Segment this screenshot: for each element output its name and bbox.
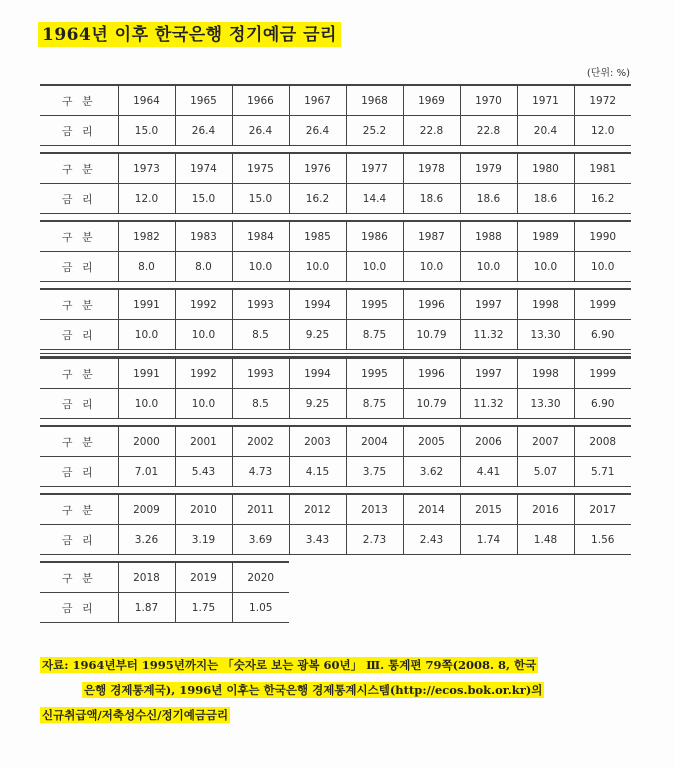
rate-cell: 15.0 — [175, 184, 232, 214]
rate-cell: 4.41 — [460, 457, 517, 487]
year-cell: 1989 — [517, 221, 574, 252]
table-block-grid — [40, 84, 631, 146]
year-cell: 2009 — [118, 494, 175, 525]
rate-cell: 2.73 — [346, 525, 403, 555]
rate-cell: 10.0 — [460, 252, 517, 282]
table-block-grid — [40, 288, 631, 350]
year-cell: 1975 — [232, 153, 289, 184]
rate-cell: 11.32 — [460, 389, 517, 419]
rate-cell: 16.2 — [289, 184, 346, 214]
year-cell: 2016 — [517, 494, 574, 525]
year-row — [40, 289, 631, 320]
year-row — [40, 562, 289, 593]
rate-cell: 10.0 — [346, 252, 403, 282]
rate-cell: 22.8 — [460, 116, 517, 146]
table-block-grid — [40, 152, 631, 214]
year-cell: 1986 — [346, 221, 403, 252]
year-cell: 1980 — [517, 153, 574, 184]
table-block — [40, 152, 631, 214]
rate-cell: 3.26 — [118, 525, 175, 555]
year-cell: 1983 — [175, 221, 232, 252]
rate-cell: 1.75 — [175, 593, 232, 623]
year-cell: 1993 — [232, 358, 289, 389]
row-label: 구 분 — [40, 221, 118, 252]
rate-cell: 26.4 — [289, 116, 346, 146]
rate-cell: 9.25 — [289, 389, 346, 419]
row-label: 구 분 — [40, 153, 118, 184]
rate-cell: 26.4 — [175, 116, 232, 146]
year-cell: 1995 — [346, 289, 403, 320]
year-cell: 1997 — [460, 289, 517, 320]
rate-cell: 9.25 — [289, 320, 346, 350]
year-cell: 1966 — [232, 85, 289, 116]
rate-cell: 8.0 — [175, 252, 232, 282]
rate-cell: 3.43 — [289, 525, 346, 555]
rate-cell: 10.0 — [232, 252, 289, 282]
rate-cell: 8.0 — [118, 252, 175, 282]
year-cell: 1993 — [232, 289, 289, 320]
rate-cell: 10.0 — [175, 320, 232, 350]
rate-cell: 12.0 — [574, 116, 631, 146]
row-label: 금 리 — [40, 252, 118, 282]
row-label: 금 리 — [40, 116, 118, 146]
rate-row — [40, 525, 631, 555]
year-cell: 1999 — [574, 358, 631, 389]
rate-cell: 3.19 — [175, 525, 232, 555]
rate-cell: 1.48 — [517, 525, 574, 555]
year-cell: 1985 — [289, 221, 346, 252]
year-cell: 1987 — [403, 221, 460, 252]
rate-cell: 4.15 — [289, 457, 346, 487]
unit-label: (단위: %) — [586, 68, 630, 79]
year-cell: 1973 — [118, 153, 175, 184]
source-line-1: 자료: 1964년부터 1995년까지는 「숫자로 보는 광복 60년」 Ⅲ. 통계편 79쪽(2008. 8, 한국 — [42, 658, 537, 672]
row-label: 금 리 — [40, 593, 118, 623]
year-cell: 2018 — [118, 562, 175, 593]
rate-cell: 13.30 — [517, 389, 574, 419]
rate-cell: 6.90 — [574, 320, 631, 350]
year-cell: 1994 — [289, 358, 346, 389]
page-title: 1964년 이후 한국은행 정기예금 금리 — [38, 22, 341, 47]
year-cell: 2008 — [574, 426, 631, 457]
table-block — [40, 425, 631, 487]
year-row — [40, 221, 631, 252]
rate-row — [40, 593, 289, 623]
rate-row — [40, 320, 631, 350]
rate-cell: 5.43 — [175, 457, 232, 487]
row-label: 구 분 — [40, 494, 118, 525]
year-cell: 1998 — [517, 358, 574, 389]
rate-cell: 4.73 — [232, 457, 289, 487]
rate-cell: 11.32 — [460, 320, 517, 350]
rate-cell: 16.2 — [574, 184, 631, 214]
rate-cell: 3.62 — [403, 457, 460, 487]
year-cell: 1979 — [460, 153, 517, 184]
year-cell: 1972 — [574, 85, 631, 116]
rate-cell: 1.74 — [460, 525, 517, 555]
rate-row — [40, 116, 631, 146]
year-cell: 2010 — [175, 494, 232, 525]
source-line-2: 은행 경제통계국), 1996년 이후는 한국은행 경제통계시스템(http://ecos.bok.or.kr)의 — [84, 683, 543, 697]
rate-cell: 13.30 — [517, 320, 574, 350]
year-cell: 2013 — [346, 494, 403, 525]
row-label: 구 분 — [40, 426, 118, 457]
year-cell: 2007 — [517, 426, 574, 457]
rate-cell: 18.6 — [460, 184, 517, 214]
table-block-grid — [40, 425, 631, 487]
year-row — [40, 426, 631, 457]
rate-cell: 1.56 — [574, 525, 631, 555]
table-block-grid — [40, 357, 631, 419]
year-cell: 2017 — [574, 494, 631, 525]
year-cell: 1991 — [118, 358, 175, 389]
rate-row — [40, 389, 631, 419]
table-block — [40, 288, 631, 350]
year-cell: 1992 — [175, 289, 232, 320]
row-label: 구 분 — [40, 85, 118, 116]
year-cell: 1974 — [175, 153, 232, 184]
rate-cell: 18.6 — [403, 184, 460, 214]
year-cell: 2020 — [232, 562, 289, 593]
row-label: 금 리 — [40, 320, 118, 350]
year-cell: 1997 — [460, 358, 517, 389]
year-cell: 1995 — [346, 358, 403, 389]
year-cell: 1991 — [118, 289, 175, 320]
year-cell: 1994 — [289, 289, 346, 320]
year-cell: 1981 — [574, 153, 631, 184]
rate-cell: 15.0 — [232, 184, 289, 214]
source-note — [40, 653, 635, 728]
year-cell: 1998 — [517, 289, 574, 320]
rate-cell: 10.0 — [517, 252, 574, 282]
rate-cell: 10.79 — [403, 320, 460, 350]
year-row — [40, 153, 631, 184]
table-block — [40, 84, 631, 146]
rate-cell: 12.0 — [118, 184, 175, 214]
year-cell: 2001 — [175, 426, 232, 457]
rate-cell: 26.4 — [232, 116, 289, 146]
year-cell: 1982 — [118, 221, 175, 252]
year-cell: 2011 — [232, 494, 289, 525]
table-block-grid — [40, 493, 631, 555]
rate-cell: 5.71 — [574, 457, 631, 487]
year-cell: 2006 — [460, 426, 517, 457]
year-cell: 2004 — [346, 426, 403, 457]
rate-cell: 1.05 — [232, 593, 289, 623]
row-label: 금 리 — [40, 389, 118, 419]
row-label: 금 리 — [40, 525, 118, 555]
rate-cell: 25.2 — [346, 116, 403, 146]
year-cell: 1969 — [403, 85, 460, 116]
rate-cell: 8.5 — [232, 320, 289, 350]
rate-cell: 3.75 — [346, 457, 403, 487]
source-line-3: 신규취급액/저축성수신/정기예금금리 — [42, 708, 229, 722]
rate-cell: 15.0 — [118, 116, 175, 146]
rate-cell: 1.87 — [118, 593, 175, 623]
table-block — [40, 220, 631, 282]
row-label: 구 분 — [40, 358, 118, 389]
year-cell: 1976 — [289, 153, 346, 184]
table-block-grid — [40, 220, 631, 282]
year-cell: 2014 — [403, 494, 460, 525]
row-label: 구 분 — [40, 289, 118, 320]
year-cell: 1990 — [574, 221, 631, 252]
rate-cell: 10.0 — [175, 389, 232, 419]
rate-cell: 2.43 — [403, 525, 460, 555]
rate-cell: 18.6 — [517, 184, 574, 214]
year-cell: 1967 — [289, 85, 346, 116]
year-cell: 1999 — [574, 289, 631, 320]
year-row — [40, 494, 631, 525]
table-block — [40, 357, 631, 419]
rate-cell: 3.69 — [232, 525, 289, 555]
year-row — [40, 358, 631, 389]
row-label: 금 리 — [40, 457, 118, 487]
year-cell: 2005 — [403, 426, 460, 457]
interest-rate-table — [40, 84, 631, 623]
year-cell: 2019 — [175, 562, 232, 593]
year-cell: 2003 — [289, 426, 346, 457]
rate-cell: 22.8 — [403, 116, 460, 146]
rate-cell: 7.01 — [118, 457, 175, 487]
rate-cell: 10.0 — [403, 252, 460, 282]
rate-cell: 14.4 — [346, 184, 403, 214]
year-cell: 2012 — [289, 494, 346, 525]
year-cell: 1970 — [460, 85, 517, 116]
row-label: 금 리 — [40, 184, 118, 214]
rate-cell: 10.0 — [574, 252, 631, 282]
rate-cell: 10.0 — [118, 389, 175, 419]
rate-row — [40, 184, 631, 214]
rate-cell: 8.5 — [232, 389, 289, 419]
year-cell: 1988 — [460, 221, 517, 252]
rate-cell: 10.0 — [118, 320, 175, 350]
year-cell: 1971 — [517, 85, 574, 116]
year-cell: 2002 — [232, 426, 289, 457]
rate-cell: 6.90 — [574, 389, 631, 419]
year-cell: 1977 — [346, 153, 403, 184]
year-cell: 1964 — [118, 85, 175, 116]
year-cell: 1992 — [175, 358, 232, 389]
year-cell: 1978 — [403, 153, 460, 184]
rate-cell: 10.79 — [403, 389, 460, 419]
year-cell: 2000 — [118, 426, 175, 457]
year-cell: 1996 — [403, 289, 460, 320]
rate-row — [40, 457, 631, 487]
year-cell: 1984 — [232, 221, 289, 252]
year-cell: 1996 — [403, 358, 460, 389]
table-block — [40, 561, 631, 623]
table-block — [40, 493, 631, 555]
row-label: 구 분 — [40, 562, 118, 593]
table-block-grid — [40, 561, 289, 623]
rate-row — [40, 252, 631, 282]
year-cell: 1965 — [175, 85, 232, 116]
rate-cell: 10.0 — [289, 252, 346, 282]
year-row — [40, 85, 631, 116]
year-cell: 1968 — [346, 85, 403, 116]
rate-cell: 5.07 — [517, 457, 574, 487]
rate-cell: 8.75 — [346, 389, 403, 419]
rate-cell: 8.75 — [346, 320, 403, 350]
year-cell: 2015 — [460, 494, 517, 525]
rate-cell: 20.4 — [517, 116, 574, 146]
